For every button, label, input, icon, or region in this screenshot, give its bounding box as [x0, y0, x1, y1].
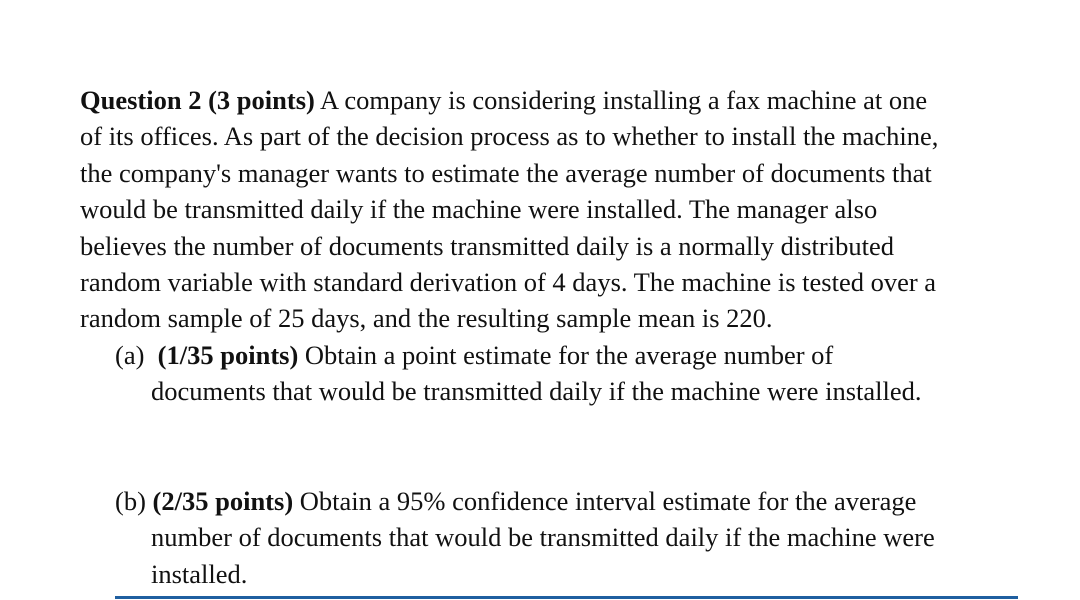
- part-a-points: (1/35 points): [157, 340, 299, 370]
- part-b-text-2: number of documents that would be transmitted daily if the machine were: [151, 522, 935, 553]
- part-b-line-1: [115, 483, 1015, 519]
- question-paragraph: [80, 82, 1010, 337]
- question-line-1: [80, 82, 1010, 118]
- part-a: [115, 337, 1015, 410]
- question-heading: Question 2 (3 points): [80, 85, 315, 115]
- bottom-divider: [115, 596, 1018, 599]
- question-text-6: random variable with standard derivation of 4 days. The machine is tested over a: [80, 267, 937, 298]
- part-b: [115, 483, 1015, 592]
- part-a-label: (a): [115, 340, 158, 370]
- question-text-5: believes the number of documents transmitted daily is a normally distributed: [80, 230, 894, 261]
- part-b-text-3: installed.: [151, 558, 248, 589]
- question-text-2: of its offices. As part of the decision process as to whether to install the machine,: [80, 121, 939, 152]
- part-a-line-1: [115, 337, 1015, 373]
- question-text-1: A company is considering installing a fax machine at one: [314, 85, 928, 115]
- part-a-text-2: documents that would be transmitted daily if the machine were installed.: [151, 376, 922, 407]
- question-text-4: would be transmitted daily if the machine were installed. The manager also: [80, 194, 878, 225]
- question-text-3: the company's manager wants to estimate the average number of documents that: [80, 157, 932, 188]
- part-b-label: (b): [115, 486, 153, 516]
- part-b-text-1: Obtain a 95% confidence interval estimate for the average: [293, 486, 917, 516]
- part-b-points: (2/35 points): [152, 486, 294, 516]
- part-a-text-1: Obtain a point estimate for the average number of: [298, 340, 834, 370]
- question-text-7: random sample of 25 days, and the resulting sample mean is 220.: [80, 303, 773, 334]
